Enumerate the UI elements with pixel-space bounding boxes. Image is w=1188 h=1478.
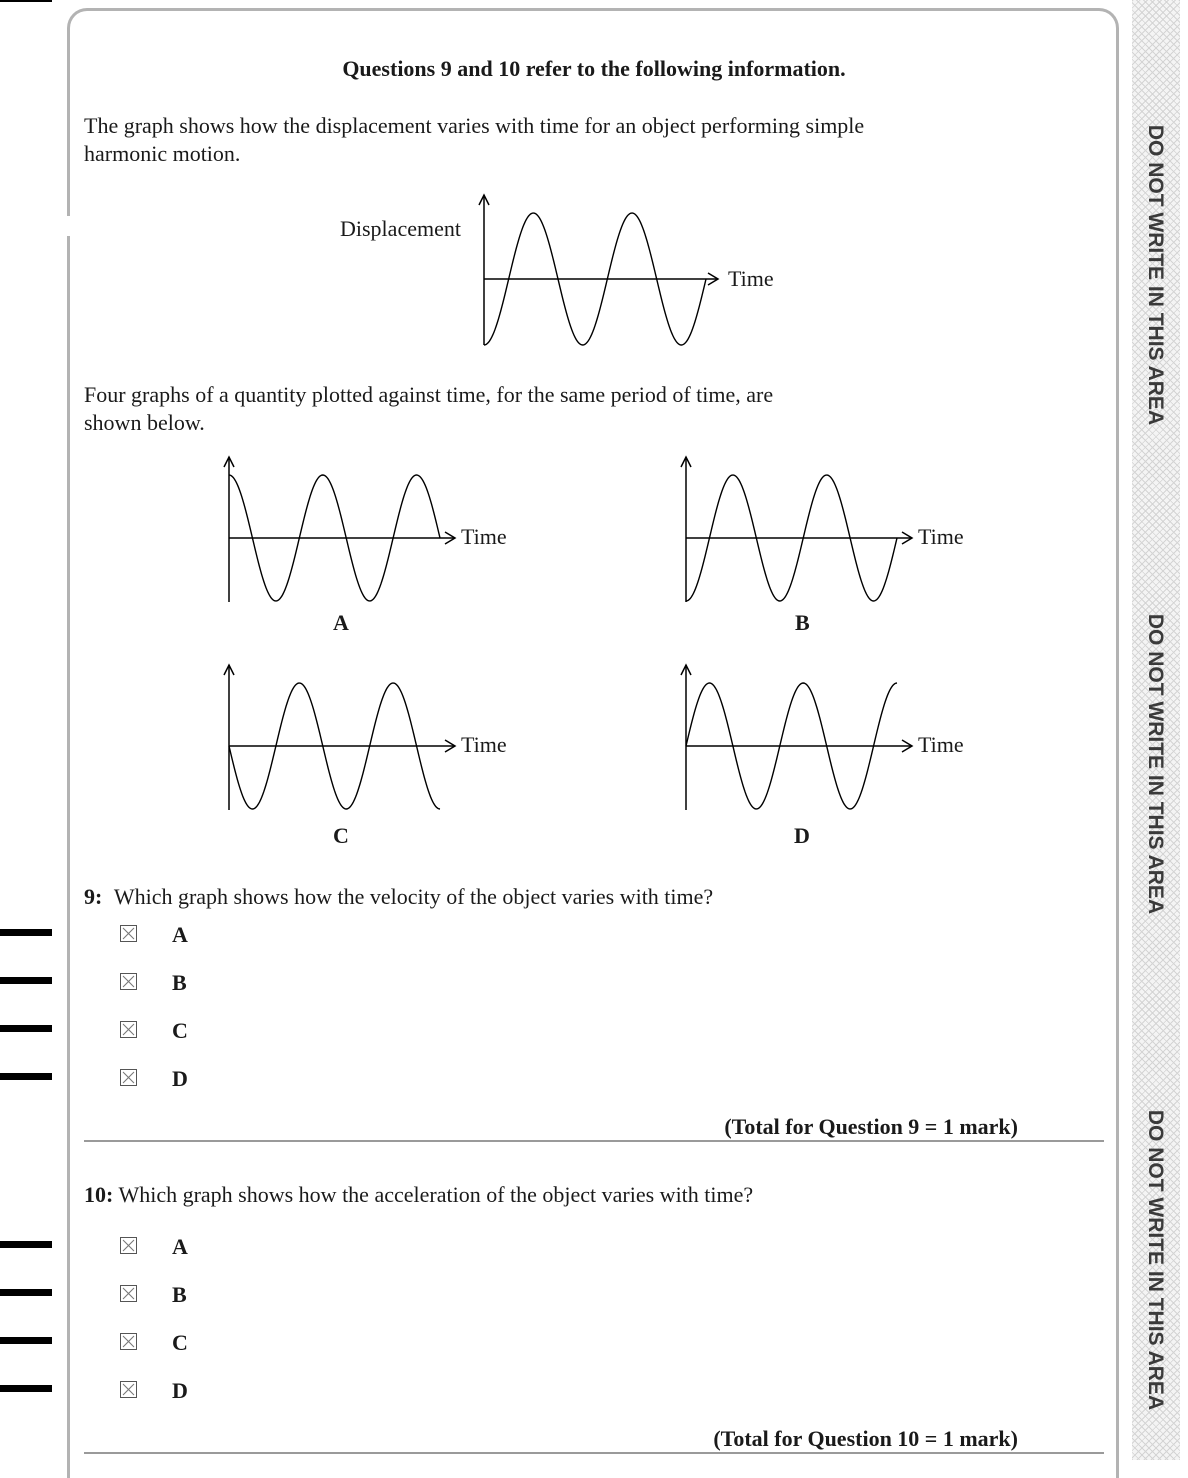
intro2-paragraph <box>84 381 984 437</box>
q10-option-c-label: C <box>172 1330 188 1355</box>
q10-mark-b <box>0 1289 52 1296</box>
q10-option-c-checkbox[interactable] <box>120 1333 137 1350</box>
main-time-label: Time <box>728 266 774 291</box>
q10-option-b-checkbox[interactable] <box>120 1285 137 1302</box>
graph-b-time-label: Time <box>918 524 964 549</box>
frame-gap <box>64 216 73 236</box>
graph-c <box>215 660 465 820</box>
graph-a-time-label: Time <box>461 524 507 549</box>
q9-option-d-label: D <box>172 1066 188 1091</box>
graph-d <box>672 660 922 820</box>
question-10 <box>84 1182 753 1208</box>
q9-mark-c <box>0 1025 52 1032</box>
q9-option-b-checkbox[interactable] <box>120 973 137 990</box>
q10-option-d-checkbox[interactable] <box>120 1381 137 1398</box>
question-9 <box>84 884 713 910</box>
intro2-line-2: shown below. <box>84 410 205 435</box>
displacement-graph <box>470 190 720 350</box>
section-heading: Questions 9 and 10 refer to the following information. <box>342 56 846 81</box>
q10-option-a-checkbox[interactable] <box>120 1237 137 1254</box>
q9-option-c-checkbox[interactable] <box>120 1021 137 1038</box>
q10-mark-c <box>0 1337 52 1344</box>
question-9-number: 9: <box>84 884 103 909</box>
q9-option-c-label: C <box>172 1018 188 1043</box>
intro-line-1: The graph shows how the displacement varies with time for an object performing simple <box>84 113 865 138</box>
displacement-label: Displacement <box>340 216 461 241</box>
q9-mark-b <box>0 977 52 984</box>
q9-mark-a <box>0 929 52 936</box>
graph-b <box>672 452 922 612</box>
q10-mark-d <box>0 1385 52 1392</box>
corner-mark <box>0 0 52 2</box>
question-10-rule <box>84 1452 1104 1454</box>
question-10-total: (Total for Question 10 = 1 mark) <box>713 1426 1018 1451</box>
question-9-total: (Total for Question 9 = 1 mark) <box>724 1114 1018 1139</box>
q9-option-a-checkbox[interactable] <box>120 925 137 942</box>
intro-line-2: harmonic motion. <box>84 141 241 166</box>
q10-option-b-label: B <box>172 1282 187 1307</box>
q9-option-b-label: B <box>172 970 187 995</box>
intro2-line-1: Four graphs of a quantity plotted against time, for the same period of time, are <box>84 382 774 407</box>
intro-paragraph <box>84 112 984 168</box>
question-10-number: 10: <box>84 1182 114 1207</box>
q10-option-d-label: D <box>172 1378 188 1403</box>
q9-option-a-label: A <box>172 922 188 947</box>
q10-mark-a <box>0 1241 52 1248</box>
question-10-text: Which graph shows how the acceleration of the object varies with time? <box>118 1182 754 1207</box>
graph-d-letter: D <box>794 823 810 848</box>
graph-a-letter: A <box>333 610 349 635</box>
graph-c-time-label: Time <box>461 732 507 757</box>
q9-mark-d <box>0 1073 52 1080</box>
graph-b-letter: B <box>795 610 810 635</box>
question-9-text: Which graph shows how the velocity of the object varies with time? <box>113 884 714 909</box>
q10-option-a-label: A <box>172 1234 188 1259</box>
question-9-rule <box>84 1140 1104 1142</box>
graph-d-time-label: Time <box>918 732 964 757</box>
graph-a <box>215 452 465 612</box>
graph-c-letter: C <box>333 823 349 848</box>
q9-option-d-checkbox[interactable] <box>120 1069 137 1086</box>
